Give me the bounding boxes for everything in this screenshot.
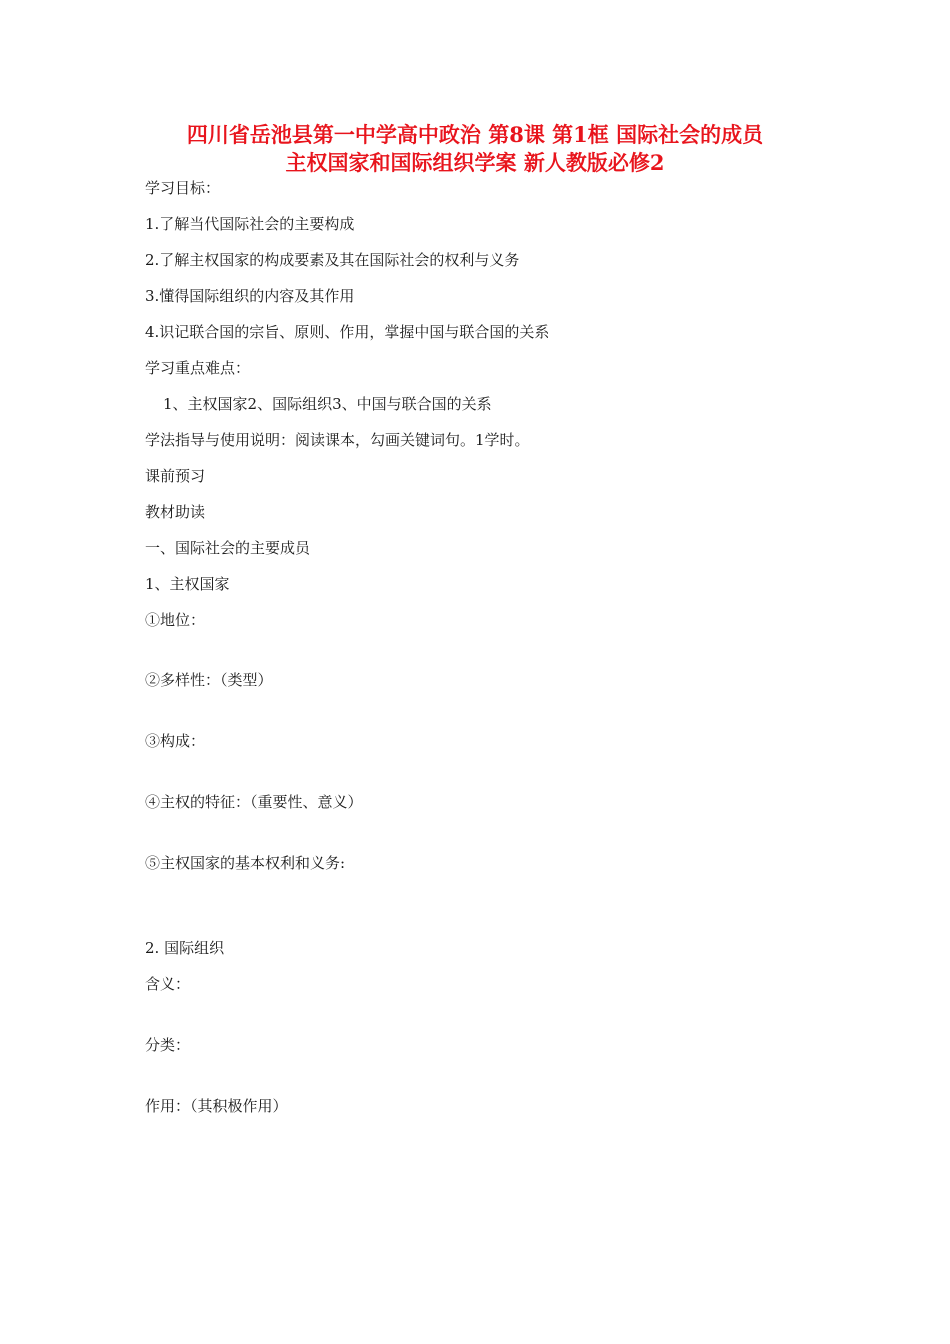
key-points-text: 1、主权国家2、国际组织3、中国与联合国的关系 bbox=[163, 395, 492, 413]
objective-item: 2.了解主权国家的构成要素及其在国际社会的权利与义务 bbox=[145, 251, 520, 269]
intl-org-item: 分类： bbox=[145, 1036, 191, 1054]
objectives-heading: 学习目标： bbox=[145, 179, 221, 197]
key-points-heading: 学习重点难点： bbox=[145, 359, 251, 377]
intl-org-item: 含义： bbox=[145, 975, 191, 993]
sovereign-item: ①地位： bbox=[145, 611, 206, 629]
textbook-aid-heading: 教材助读 bbox=[145, 503, 206, 521]
objective-item: 1.了解当代国际社会的主要构成 bbox=[145, 215, 355, 233]
objective-item: 4.识记联合国的宗旨、原则、作用，掌握中国与联合国的关系 bbox=[145, 323, 550, 341]
sovereign-item: ④主权的特征：（重要性、意义） bbox=[145, 793, 363, 811]
objective-item: 3.懂得国际组织的内容及其作用 bbox=[145, 287, 355, 305]
intl-org-heading: 2. 国际组织 bbox=[145, 939, 225, 957]
document-title-line-1: 四川省岳池县第一中学高中政治 第8课 第1框 国际社会的成员 bbox=[186, 122, 764, 147]
document-title-line-2: 主权国家和国际组织学案 新人教版必修2 bbox=[285, 150, 665, 175]
sovereign-item: ③构成： bbox=[145, 732, 206, 750]
sovereign-item: ⑤主权国家的基本权利和义务: bbox=[145, 854, 346, 872]
preview-heading: 课前预习 bbox=[145, 467, 206, 485]
intl-org-item: 作用：（其积极作用） bbox=[145, 1097, 288, 1115]
sovereign-item: ②多样性：（类型） bbox=[145, 671, 273, 689]
sovereign-state-heading: 1、主权国家 bbox=[145, 575, 230, 593]
section-1-heading: 一、国际社会的主要成员 bbox=[145, 539, 311, 557]
method-guide: 学法指导与使用说明：阅读课本，勾画关键词句。1学时。 bbox=[145, 431, 530, 449]
